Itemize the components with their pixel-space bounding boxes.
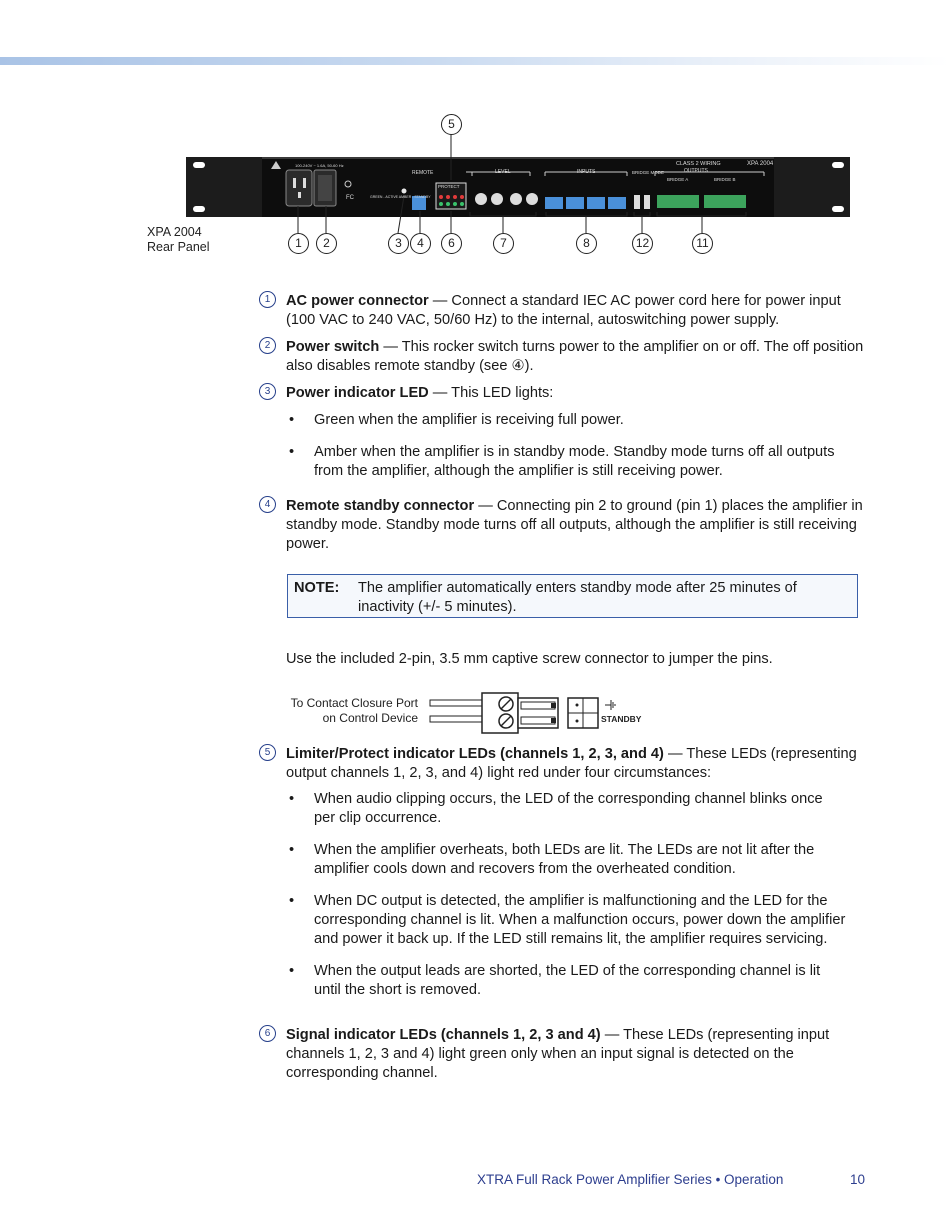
panel-model-label: XPA 2004	[747, 161, 774, 167]
ear-slot	[193, 206, 205, 212]
panel-level-label: LEVEL	[495, 169, 511, 175]
item-title: Limiter/Protect indicator LEDs (channels 1, 2, 3, and 4)	[286, 746, 664, 762]
header-gradient-bar	[0, 57, 950, 65]
item-power-switch	[259, 338, 869, 376]
item-title: AC power connector	[286, 293, 429, 309]
rear-panel-figure	[0, 100, 950, 270]
item-title: Remote standby connector	[286, 498, 475, 514]
jumper-instructions: Use the included 2-pin, 3.5 mm captive screw connector to jumper the pins.	[286, 651, 773, 667]
list-item: • When the amplifier overheats, both LEDs are lit. The LEDs are not lit after the amplifier cools down and recovers from the overheated condition.	[289, 842, 815, 877]
panel-power-rating-label: 100-240V ~ 1.6A, 50-60 Hz	[295, 163, 344, 168]
power-led-shape	[402, 189, 407, 194]
footer-section-title: XTRA Full Rack Power Amplifier Series • Operation	[477, 1172, 784, 1187]
item-signal-indicator-leds	[259, 1026, 869, 1083]
list-item: • When DC output is detected, the amplifier is malfunctioning and the LED for the corresponding channel is lit. When a malfunction occurs, power down the amplifier and power it back up. If the LED still remains lit, the amplifier requires servicing.	[289, 893, 846, 947]
item-number-badge: 4	[259, 496, 276, 513]
panel-remote-label: REMOTE	[412, 170, 434, 176]
item-title: Power switch	[286, 339, 380, 355]
list-item: • When audio clipping occurs, the LED of the corresponding channel blinks once per clip occurrence.	[289, 791, 823, 826]
figure-caption	[147, 225, 210, 255]
list-item: • Amber when the amplifier is in standby mode. Standby mode turns off all outputs from the amplifier, although the amplifier is still receiving power.	[289, 444, 835, 479]
panel-protect-label: PROTECT	[438, 184, 460, 189]
captive-screw-connector-diagram	[425, 690, 655, 738]
list-item: • Green when the amplifier is receiving full power.	[289, 412, 624, 428]
callout-2: 2	[316, 233, 337, 254]
ear-slot	[193, 162, 205, 168]
item-description: — Connect a standard IEC AC power cord here for power input (100 VAC to 240 VAC, 50/60 Hz) to the internal, autoswitching power supply.	[286, 293, 841, 328]
bullet-marker: •	[289, 893, 295, 909]
standby-label: STANDBY	[601, 714, 642, 724]
panel-class2-label: CLASS 2 WIRING	[676, 161, 721, 167]
item-description: — These LEDs (representing input channels 1, 2, 3 and 4) light green only when an input signal is detected on the corresponding channel.	[286, 1027, 830, 1081]
list-item: • When the output leads are shorted, the LED of the corresponding channel is lit until the short is removed.	[289, 963, 821, 998]
item-description: — These LEDs (representing output channels 1, 2, 3, and 4) light red under four circumstances:	[286, 746, 857, 781]
ear-slot	[832, 206, 844, 212]
callout-8: 8	[576, 233, 597, 254]
panel-bridge-a-label: BRIDGE A	[667, 177, 689, 182]
bullet-marker: •	[289, 412, 295, 428]
rear-panel-drawing	[0, 100, 950, 270]
callout-5: 5	[441, 114, 462, 135]
panel-bridge-mode-label: BRIDGE MODE	[632, 170, 665, 175]
callout-11: 11	[692, 233, 713, 254]
item-remote-standby-connector	[259, 497, 869, 554]
bullet-marker: •	[289, 963, 295, 979]
note-box	[287, 574, 858, 618]
item-description: — Connecting pin 2 to ground (pin 1) places the amplifier in standby mode. Standby mode turns off all outputs, although the amplifier is still receiving power.	[286, 498, 863, 552]
item-description: — This LED lights:	[428, 385, 554, 401]
item-ac-power-connector	[259, 292, 869, 330]
page-number: 10	[850, 1172, 866, 1187]
item-title: Signal indicator LEDs (channels 1, 2, 3 and 4)	[286, 1027, 601, 1043]
panel-bridge-b-label: BRIDGE B	[714, 177, 736, 182]
protect-bullet-list	[286, 790, 846, 1013]
ac-inlet-shape	[286, 170, 312, 206]
bullet-marker: •	[289, 444, 295, 460]
bullet-marker: •	[289, 842, 295, 858]
callout-3: 3	[388, 233, 409, 254]
panel-inputs-label: INPUTS	[577, 169, 596, 175]
panel-led-legend-label: GREEN - ACTIVE AMBER - STANDBY	[370, 195, 431, 199]
caption-line-1: XPA 2004	[147, 225, 202, 239]
callout-1: 1	[288, 233, 309, 254]
bullet-marker: •	[289, 791, 295, 807]
item-number-badge: 3	[259, 383, 276, 400]
note-text: The amplifier automatically enters standby mode after 25 minutes of inactivity (+/- 5 minutes).	[358, 580, 797, 615]
caption-line-2: Rear Panel	[147, 240, 210, 254]
item-number-badge: 1	[259, 291, 276, 308]
callout-6: 6	[441, 233, 462, 254]
connector-diagram-label: To Contact Closure Port on Control Device	[290, 696, 418, 725]
ear-slot	[832, 162, 844, 168]
callout-4: 4	[410, 233, 431, 254]
item-number-badge: 5	[259, 744, 276, 761]
ground-icon	[605, 700, 615, 710]
panel-fc-label: FC	[346, 195, 354, 201]
led-bullet-list	[286, 411, 846, 494]
item-number-badge: 2	[259, 337, 276, 354]
panel-outputs-label: OUTPUTS	[684, 168, 708, 174]
item-number-badge: 6	[259, 1025, 276, 1042]
item-title: Power indicator LED	[286, 385, 429, 401]
callout-12: 12	[632, 233, 653, 254]
item-power-indicator-led	[259, 384, 869, 403]
note-label: NOTE:	[294, 580, 340, 596]
item-description: — This rocker switch turns power to the amplifier on or off. The off position also disables remote standby (see ④).	[286, 339, 864, 374]
item-limiter-protect-leds	[259, 745, 869, 783]
callout-7: 7	[493, 233, 514, 254]
